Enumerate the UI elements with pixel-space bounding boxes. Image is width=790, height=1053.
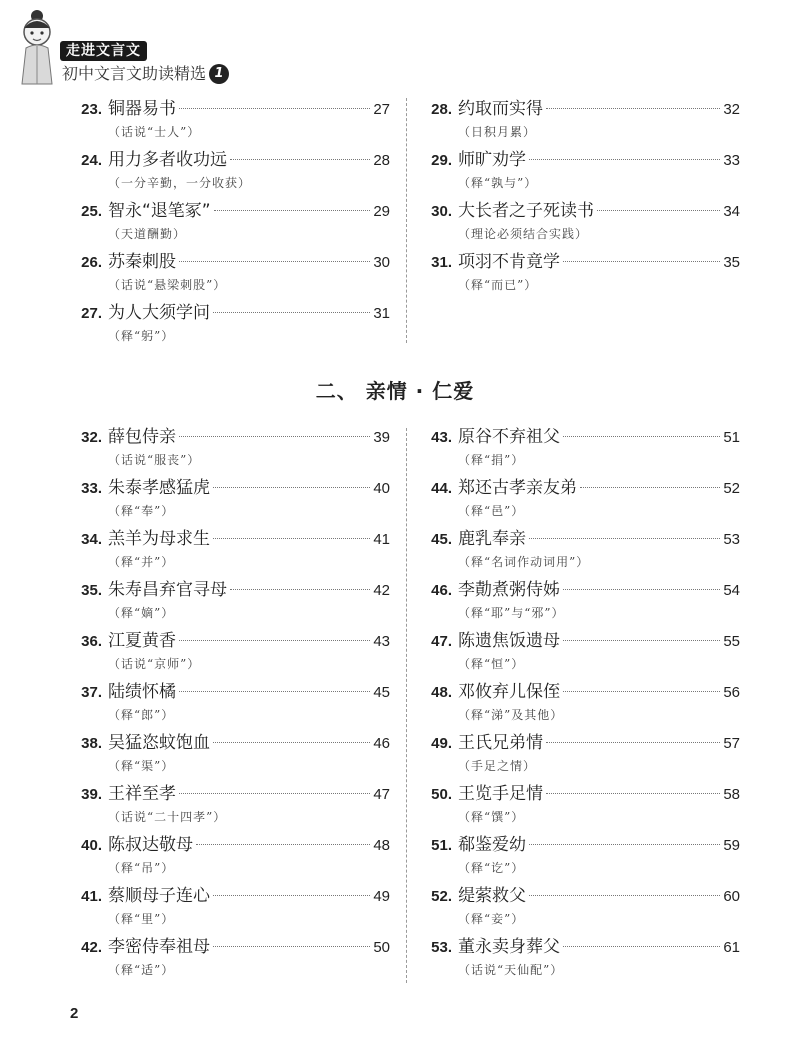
entry-note: （释“捐”） (458, 453, 525, 467)
entry-note: （释“孰与”） (458, 176, 538, 190)
entry-title: 吴猛恣蚊饱血 (108, 733, 210, 753)
section-title: 二、 亲情 · 仁爱 (315, 379, 475, 403)
toc-entry-line (70, 729, 390, 757)
toc-entry[interactable] (70, 831, 390, 882)
book-title (62, 64, 229, 84)
entry-page: 41 (373, 531, 390, 548)
entry-page: 35 (723, 254, 740, 271)
entry-page: 51 (723, 429, 740, 446)
column-divider (406, 98, 407, 343)
entry-number: 25. (81, 203, 102, 220)
book-title-text: 初中文言文助读精选 (62, 64, 207, 83)
entry-note: （天道酬勤） (108, 227, 187, 241)
toc-entry[interactable] (70, 95, 390, 146)
entry-title: 鹿乳奉亲 (458, 529, 526, 549)
toc-entry[interactable] (70, 576, 390, 627)
entry-title: 用力多者收功远 (108, 150, 227, 170)
dot-leader (563, 946, 720, 947)
entry-title: 郑还古孝亲友弟 (458, 478, 577, 498)
entry-number: 33. (81, 480, 102, 497)
entry-title: 李勣煮粥侍姊 (458, 580, 560, 600)
entry-note: （话说“天仙配”） (458, 963, 564, 977)
entry-number: 32. (81, 429, 102, 446)
entry-title: 大长者之子死读书 (458, 201, 594, 221)
toc-entry[interactable] (70, 933, 390, 984)
entry-note: （释“名词作动词用”） (458, 555, 590, 569)
toc-entry[interactable] (420, 933, 740, 984)
dot-leader (213, 538, 370, 539)
entry-note: （手足之情） (458, 759, 537, 773)
toc-column-sec2-right (420, 423, 740, 984)
entry-page: 61 (723, 939, 740, 956)
toc-entry[interactable] (70, 627, 390, 678)
toc-entry-line (70, 882, 390, 910)
toc-column-sec1-right (420, 95, 740, 299)
toc-entry[interactable] (70, 780, 390, 831)
entry-title: 朱泰孝感猛虎 (108, 478, 210, 498)
entry-note: （释“嫡”） (108, 606, 175, 620)
entry-page: 34 (723, 203, 740, 220)
toc-entry[interactable] (420, 248, 740, 299)
entry-number: 52. (431, 888, 452, 905)
dot-leader (546, 108, 720, 109)
entry-page: 50 (373, 939, 390, 956)
entry-title: 为人大须学问 (108, 303, 210, 323)
entry-title: 董永卖身葬父 (458, 937, 560, 957)
dot-leader (546, 742, 720, 743)
entry-note: （释“郎”） (108, 708, 175, 722)
dot-leader (179, 691, 370, 692)
entry-number: 23. (81, 101, 102, 118)
entry-page: 27 (373, 101, 390, 118)
entry-note: （话说“士人”） (108, 125, 201, 139)
entry-title: 铜器易书 (108, 99, 176, 119)
toc-entry-line (420, 831, 740, 859)
entry-title: 陈叔达敬母 (108, 835, 193, 855)
entry-number: 31. (431, 254, 452, 271)
entry-note: （话说“悬梁刺股”） (108, 278, 227, 292)
entry-title: 羔羊为母求生 (108, 529, 210, 549)
toc-entry-line (420, 780, 740, 808)
toc-entry-line (70, 780, 390, 808)
dot-leader (580, 487, 720, 488)
toc-entry-line (70, 831, 390, 859)
toc-entry-line (420, 882, 740, 910)
toc-entry[interactable] (420, 882, 740, 933)
entry-title: 薛包侍亲 (108, 427, 176, 447)
scholar-mascot-icon (14, 6, 60, 86)
toc-entry[interactable] (420, 197, 740, 248)
dot-leader (213, 946, 370, 947)
entry-page: 40 (373, 480, 390, 497)
entry-title: 王祥至孝 (108, 784, 176, 804)
entry-note: （释“邑”） (458, 504, 525, 518)
toc-entry[interactable] (70, 248, 390, 299)
entry-title: 陆绩怀橘 (108, 682, 176, 702)
entry-note: （释“吊”） (108, 861, 175, 875)
toc-entry-line (420, 678, 740, 706)
entry-page: 47 (373, 786, 390, 803)
column-divider (406, 428, 407, 983)
toc-entry[interactable] (70, 525, 390, 576)
dot-leader (563, 640, 720, 641)
entry-page: 39 (373, 429, 390, 446)
dot-leader (213, 742, 370, 743)
toc-entry[interactable] (420, 474, 740, 525)
toc-entry[interactable] (70, 299, 390, 350)
entry-note: （释“妾”） (458, 912, 525, 926)
entry-note: （一分辛勤，一分收获） (108, 176, 252, 190)
entry-note: （释“耶”与“邪”） (458, 606, 565, 620)
entry-number: 37. (81, 684, 102, 701)
toc-entry-line (70, 678, 390, 706)
dot-leader (213, 487, 370, 488)
entry-page: 48 (373, 837, 390, 854)
toc-entry[interactable] (420, 423, 740, 474)
toc-entry-line (420, 576, 740, 604)
toc-entry[interactable] (420, 95, 740, 146)
entry-note: （话说“服丧”） (108, 453, 201, 467)
entry-title: 蔡顺母子连心 (108, 886, 210, 906)
entry-page: 56 (723, 684, 740, 701)
entry-number: 44. (431, 480, 452, 497)
toc-entry[interactable] (70, 423, 390, 474)
entry-note: （释“讫”） (458, 861, 525, 875)
entry-page: 57 (723, 735, 740, 752)
entry-title: 王览手足情 (458, 784, 543, 804)
entry-note: （释“恒”） (458, 657, 525, 671)
toc-column-sec1-left (70, 95, 390, 350)
entry-page: 29 (373, 203, 390, 220)
volume-badge: 1 (209, 64, 229, 84)
entry-note: （话说“京师”） (108, 657, 201, 671)
dot-leader (230, 589, 370, 590)
toc-entry-line (70, 299, 390, 327)
entry-page: 58 (723, 786, 740, 803)
toc-entry[interactable] (70, 678, 390, 729)
entry-page: 52 (723, 480, 740, 497)
entry-number: 30. (431, 203, 452, 220)
toc-entry[interactable] (70, 729, 390, 780)
toc-entry-line (420, 95, 740, 123)
toc-entry[interactable] (420, 627, 740, 678)
dot-leader (196, 844, 370, 845)
dot-leader (213, 895, 370, 896)
entry-number: 43. (431, 429, 452, 446)
entry-note: （释“涕”及其他） (458, 708, 564, 722)
toc-entry[interactable] (70, 474, 390, 525)
entry-note: （日积月累） (458, 125, 537, 139)
toc-entry-line (70, 627, 390, 655)
toc-entry-line (420, 474, 740, 502)
toc-entry[interactable] (70, 882, 390, 933)
dot-leader (546, 793, 720, 794)
entry-title: 陈遗焦饭遗母 (458, 631, 560, 651)
entry-note: （释“躬”） (108, 329, 175, 343)
entry-title: 李密侍奉祖母 (108, 937, 210, 957)
dot-leader (563, 436, 720, 437)
entry-page: 46 (373, 735, 390, 752)
entry-page: 43 (373, 633, 390, 650)
toc-entry-line (420, 248, 740, 276)
dot-leader (563, 589, 720, 590)
toc-entry[interactable] (70, 146, 390, 197)
entry-page: 55 (723, 633, 740, 650)
dot-leader (179, 640, 370, 641)
entry-title: 郗鉴爱幼 (458, 835, 526, 855)
entry-number: 34. (81, 531, 102, 548)
dot-leader (179, 436, 370, 437)
entry-page: 45 (373, 684, 390, 701)
entry-number: 28. (431, 101, 452, 118)
entry-title: 王氏兄弟情 (458, 733, 543, 753)
entry-page: 31 (373, 305, 390, 322)
entry-page: 49 (373, 888, 390, 905)
entry-title: 缇萦救父 (458, 886, 526, 906)
toc-entry[interactable] (420, 576, 740, 627)
entry-title: 苏秦刺股 (108, 252, 176, 272)
entry-note: （释“并”） (108, 555, 175, 569)
entry-title: 朱寿昌弃官寻母 (108, 580, 227, 600)
entry-note: （释“而已”） (458, 278, 538, 292)
entry-number: 53. (431, 939, 452, 956)
entry-number: 51. (431, 837, 452, 854)
entry-number: 45. (431, 531, 452, 548)
entry-number: 42. (81, 939, 102, 956)
dot-leader (179, 261, 370, 262)
toc-entry-line (70, 933, 390, 961)
dot-leader (214, 210, 371, 211)
toc-entry-line (70, 525, 390, 553)
series-badge: 走进文言文 (60, 41, 147, 61)
dot-leader (529, 844, 720, 845)
page-header (0, 0, 790, 95)
toc-entry[interactable] (420, 729, 740, 780)
entry-note: （释“馔”） (458, 810, 525, 824)
entry-number: 35. (81, 582, 102, 599)
entry-number: 49. (431, 735, 452, 752)
entry-page: 30 (373, 254, 390, 271)
toc-entry-line (70, 474, 390, 502)
toc-entry[interactable] (420, 146, 740, 197)
entry-number: 27. (81, 305, 102, 322)
entry-note: （理论必须结合实践） (458, 227, 589, 241)
toc-entry-line (420, 146, 740, 174)
entry-note: （释“适”） (108, 963, 175, 977)
toc-entry[interactable] (70, 197, 390, 248)
entry-number: 38. (81, 735, 102, 752)
entry-note: （话说“二十四孝”） (108, 810, 227, 824)
entry-number: 48. (431, 684, 452, 701)
entry-number: 40. (81, 837, 102, 854)
dot-leader (563, 261, 720, 262)
entry-note: （释“里”） (108, 912, 175, 926)
dot-leader (529, 159, 720, 160)
entry-page: 32 (723, 101, 740, 118)
dot-leader (179, 793, 370, 794)
entry-number: 26. (81, 254, 102, 271)
entry-page: 28 (373, 152, 390, 169)
dot-leader (230, 159, 370, 160)
entry-title: 邓攸弃儿保侄 (458, 682, 560, 702)
toc-entry-line (70, 95, 390, 123)
entry-note: （释“渠”） (108, 759, 175, 773)
toc-entry-line (420, 933, 740, 961)
toc-entry-line (70, 197, 390, 225)
toc-entry[interactable] (420, 780, 740, 831)
dot-leader (213, 312, 370, 313)
entry-note: （释“奉”） (108, 504, 175, 518)
toc-entry-line (70, 576, 390, 604)
entry-page: 60 (723, 888, 740, 905)
entry-page: 59 (723, 837, 740, 854)
toc-entry-line (70, 248, 390, 276)
dot-leader (179, 108, 370, 109)
entry-number: 41. (81, 888, 102, 905)
entry-number: 36. (81, 633, 102, 650)
entry-title: 江夏黄香 (108, 631, 176, 651)
entry-title: 约取而实得 (458, 99, 543, 119)
entry-title: 智永“退笔冢” (108, 201, 211, 221)
entry-number: 46. (431, 582, 452, 599)
entry-title: 项羽不肯竟学 (458, 252, 560, 272)
toc-entry-line (420, 729, 740, 757)
entry-number: 50. (431, 786, 452, 803)
entry-page: 54 (723, 582, 740, 599)
dot-leader (563, 691, 720, 692)
entry-number: 29. (431, 152, 452, 169)
toc-entry-line (420, 627, 740, 655)
dot-leader (597, 210, 720, 211)
page-number: 2 (70, 1005, 79, 1022)
dot-leader (529, 895, 720, 896)
toc-entry[interactable] (420, 831, 740, 882)
entry-number: 24. (81, 152, 102, 169)
entry-title: 原谷不弃祖父 (458, 427, 560, 447)
entry-page: 33 (723, 152, 740, 169)
entry-number: 47. (431, 633, 452, 650)
entry-page: 42 (373, 582, 390, 599)
toc-entry[interactable] (420, 678, 740, 729)
entry-number: 39. (81, 786, 102, 803)
toc-entry-line (420, 197, 740, 225)
dot-leader (529, 538, 720, 539)
entry-page: 53 (723, 531, 740, 548)
toc-entry-line (420, 525, 740, 553)
toc-entry[interactable] (420, 525, 740, 576)
toc-entry-line (70, 423, 390, 451)
toc-entry-line (420, 423, 740, 451)
toc-entry-line (70, 146, 390, 174)
toc-column-sec2-left (70, 423, 390, 984)
entry-title: 师旷劝学 (458, 150, 526, 170)
